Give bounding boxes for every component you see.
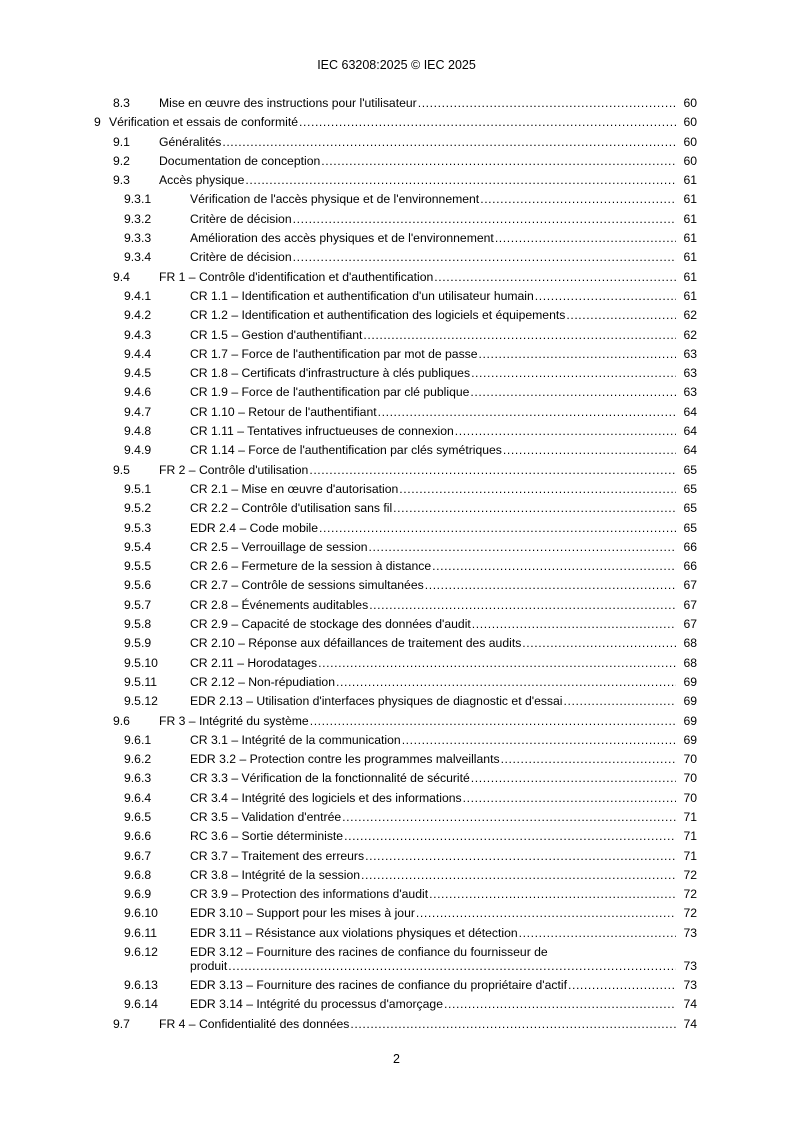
toc-entry-number: 9.6.10 — [124, 906, 158, 921]
dot-leader — [393, 499, 676, 518]
toc-entry-title: EDR 3.10 – Support pour les mises à jour — [190, 906, 415, 921]
toc-entry[interactable] — [0, 634, 793, 653]
toc-entry[interactable] — [0, 210, 793, 229]
dot-leader — [471, 364, 676, 383]
toc-entry-number: 9.6.2 — [124, 752, 152, 767]
toc-entry-title: Accès physique — [159, 173, 245, 188]
dot-leader — [519, 924, 676, 943]
toc-entry-page: 72 — [683, 887, 697, 902]
dot-leader — [418, 94, 676, 113]
toc-entry-title: CR 2.7 – Contrôle de sessions simultanées — [190, 578, 424, 593]
toc-entry-title: CR 2.6 – Fermeture de la session à distance — [190, 559, 432, 574]
toc-entry[interactable] — [0, 152, 793, 171]
toc-entry-title: CR 1.9 – Force de l'authentification par clé publique — [190, 385, 470, 400]
dot-leader — [480, 190, 676, 209]
toc-entry-page: 65 — [683, 501, 697, 516]
dot-leader — [472, 615, 676, 634]
toc-entry-number: 9.6.4 — [124, 790, 152, 805]
dot-leader — [245, 171, 676, 190]
toc-entry-number: 9.6.8 — [124, 867, 152, 882]
toc-entry-number: 9.5.1 — [124, 481, 152, 496]
toc-entry-title: EDR 3.2 – Protection contre les programmes malveillants — [190, 752, 500, 767]
toc-entry-page: 61 — [683, 269, 697, 284]
toc-entry-number: 9.6.14 — [124, 997, 158, 1012]
toc-entry-number: 9.4.5 — [124, 366, 152, 381]
toc-entry-number: 9.6.5 — [124, 809, 152, 824]
toc-entry-title: Documentation de conception — [159, 153, 321, 168]
toc-entry-title: CR 3.1 – Intégrité de la communication — [190, 732, 401, 747]
toc-entry-number: 9.5.12 — [124, 694, 158, 709]
toc-entry-page: 69 — [683, 694, 697, 709]
dot-leader — [501, 750, 676, 769]
dot-leader — [342, 808, 676, 827]
dot-leader — [399, 480, 676, 499]
toc-entry[interactable] — [0, 847, 793, 866]
toc-entry-title: CR 2.5 – Verrouillage de session — [190, 539, 368, 554]
toc-entry[interactable] — [0, 364, 793, 383]
toc-entry[interactable] — [0, 229, 793, 248]
toc-entry-page: 66 — [683, 539, 697, 554]
dot-leader — [535, 287, 676, 306]
toc-entry-page: 61 — [683, 211, 697, 226]
toc-entry-page: 64 — [683, 443, 697, 458]
toc-entry[interactable] — [0, 422, 793, 441]
toc-entry-title: FR 3 – Intégrité du système — [159, 713, 309, 728]
toc-entry-page: 71 — [683, 809, 697, 824]
toc-entry-number: 9 — [94, 115, 101, 130]
dot-leader — [522, 634, 676, 653]
dot-leader — [222, 133, 676, 152]
toc-entry-title: CR 3.4 – Intégrité des logiciels et des informations — [190, 790, 462, 805]
toc-entry-number: 8.3 — [113, 96, 130, 110]
dot-leader — [495, 229, 676, 248]
toc-entry-title: FR 4 – Confidentialité des données — [159, 1016, 350, 1031]
dot-leader — [369, 538, 677, 557]
toc-entry-page: 68 — [683, 636, 697, 651]
dot-leader — [336, 673, 676, 692]
page-number: 2 — [393, 1052, 400, 1066]
dot-leader — [416, 904, 676, 923]
toc-entry[interactable] — [0, 654, 793, 673]
dot-leader — [293, 210, 676, 229]
toc-entry-page: 67 — [683, 578, 697, 593]
toc-entry-title: Critère de décision — [190, 211, 292, 226]
toc-entry-page: 61 — [683, 192, 697, 207]
dot-leader — [363, 326, 676, 345]
toc-entry[interactable] — [0, 995, 793, 1014]
toc-entry[interactable] — [0, 885, 793, 904]
toc-entry-page: 63 — [683, 385, 697, 400]
toc-entry-page: 60 — [683, 134, 697, 149]
toc-entry-number: 9.6.11 — [124, 925, 157, 940]
toc-entry-number: 9.5.5 — [124, 559, 152, 574]
toc-entry[interactable] — [0, 808, 793, 827]
toc-entry[interactable] — [0, 268, 793, 287]
toc-entry-page: 61 — [683, 288, 697, 303]
toc-entry-page: 67 — [683, 617, 697, 632]
toc-entry-page: 69 — [683, 713, 697, 728]
toc-entry-number: 9.5.4 — [124, 539, 152, 554]
dot-leader — [365, 847, 676, 866]
toc-entry-number: 9.6.13 — [124, 978, 158, 993]
toc-entry-title: Vérification et essais de conformité — [109, 115, 298, 130]
toc-entry-page: 74 — [683, 997, 697, 1012]
toc-entry-title: CR 3.3 – Vérification de la fonctionnalité de sécurité — [190, 771, 470, 786]
toc-entry-title: EDR 3.11 – Résistance aux violations physiques et détection — [190, 925, 518, 940]
toc-entry-page: 72 — [683, 906, 697, 921]
toc-entry-page: 65 — [683, 462, 697, 477]
toc-entry-page: 70 — [683, 752, 697, 767]
toc-entry[interactable] — [0, 827, 793, 846]
toc-entry-page: 61 — [683, 173, 697, 188]
toc-entry[interactable] — [0, 615, 793, 634]
dot-leader — [228, 957, 676, 976]
toc-entry-page: 62 — [683, 327, 697, 342]
toc-entry-number: 9.3 — [113, 173, 130, 188]
toc-entry[interactable] — [0, 750, 793, 769]
toc-entry-number: 9.5.2 — [124, 501, 152, 516]
dot-leader — [310, 712, 676, 731]
toc-entry-number: 9.4.8 — [124, 424, 152, 439]
dot-leader — [568, 976, 676, 995]
toc-entry-title: Généralités — [159, 134, 222, 149]
toc-entry-title: CR 1.7 – Force de l'authentification par mot de passe — [190, 346, 478, 361]
toc-entry-number: 9.6.7 — [124, 848, 152, 863]
toc-entry-number: 9.5.10 — [124, 655, 158, 670]
toc-entry[interactable] — [0, 789, 793, 808]
toc-entry-page: 68 — [683, 655, 697, 670]
toc-entry[interactable] — [0, 345, 793, 364]
toc-entry[interactable] — [0, 924, 793, 943]
toc-entry-title: CR 1.1 – Identification et authentification d'un utilisateur humain — [190, 288, 534, 303]
toc-entry-title: CR 1.11 – Tentatives infructueuses de connexion — [190, 424, 454, 439]
toc-entry-number: 9.4.2 — [124, 308, 152, 323]
toc-entry[interactable] — [0, 576, 793, 595]
dot-leader — [309, 461, 676, 480]
toc-entry-page: 69 — [683, 674, 697, 689]
toc-entry-page: 67 — [683, 597, 697, 612]
toc-entry-number: 9.4.9 — [124, 443, 152, 458]
dot-leader — [321, 152, 676, 171]
toc-entry[interactable] — [0, 538, 793, 557]
toc-entry-title: FR 2 – Contrôle d'utilisation — [159, 462, 309, 477]
toc-entry-number: 9.3.3 — [124, 231, 152, 246]
dot-leader — [470, 383, 676, 402]
toc-entry-page: 60 — [683, 115, 697, 130]
toc-entry-number: 9.2 — [113, 153, 130, 168]
toc-entry-title: EDR 2.13 – Utilisation d'interfaces physiques de diagnostic et d'essai — [190, 694, 563, 709]
dot-leader — [479, 345, 676, 364]
toc-entry-title: CR 2.8 – Événements auditables — [190, 597, 369, 612]
toc-entry-number: 9.5.9 — [124, 636, 152, 651]
toc-entry-number: 9.3.2 — [124, 211, 152, 226]
toc-entry[interactable] — [0, 499, 793, 518]
toc-entry-title: Amélioration des accès physiques et de l'environnement — [190, 231, 494, 246]
dot-leader — [402, 731, 676, 750]
toc-entry-number: 9.4.4 — [124, 346, 152, 361]
dot-leader — [434, 268, 676, 287]
dot-leader — [471, 769, 676, 788]
toc-entry-number: 9.1 — [113, 134, 130, 149]
toc-entry-page: 71 — [683, 848, 697, 863]
toc-entry-page: 71 — [683, 829, 697, 844]
toc-entry-page: 65 — [683, 481, 697, 496]
toc-entry-number: 9.5.7 — [124, 597, 152, 612]
dot-leader — [299, 113, 676, 132]
toc-entry-title: EDR 2.4 – Code mobile — [190, 520, 319, 535]
dot-leader — [318, 654, 676, 673]
toc-entry-title: RC 3.6 – Sortie déterministe — [190, 829, 344, 844]
toc-entry-number: 9.4.3 — [124, 327, 152, 342]
toc-entry-page: 63 — [683, 346, 697, 361]
toc-entry[interactable] — [0, 866, 793, 885]
toc-entry[interactable] — [0, 248, 793, 267]
toc-entry[interactable] — [0, 113, 793, 132]
dot-leader — [344, 827, 676, 846]
toc-entry[interactable] — [0, 94, 793, 113]
toc-entry-number: 9.4.1 — [124, 288, 152, 303]
toc-entry-number: 9.3.1 — [124, 192, 152, 207]
toc-entry-page: 70 — [683, 771, 697, 786]
toc-entry-number: 9.6.6 — [124, 829, 152, 844]
toc-entry-page: 74 — [683, 1016, 697, 1031]
toc-entry-title: CR 3.5 – Validation d'entrée — [190, 809, 342, 824]
toc-entry-title-continuation: produit — [190, 959, 228, 974]
toc-entry-page: 61 — [683, 231, 697, 246]
toc-entry[interactable] — [0, 306, 793, 325]
page-header: IEC 63208:2025 © IEC 2025 — [317, 58, 476, 72]
toc-entry-number: 9.4.7 — [124, 404, 152, 419]
toc-entry-page: 60 — [683, 153, 697, 168]
toc-entry[interactable] — [0, 712, 793, 731]
toc-entry[interactable] — [0, 976, 793, 995]
toc-entry-number: 9.5 — [113, 462, 130, 477]
dot-leader — [425, 576, 676, 595]
toc-entry-title: CR 1.8 – Certificats d'infrastructure à clés publiques — [190, 366, 471, 381]
dot-leader — [378, 403, 676, 422]
toc-entry-title: CR 3.9 – Protection des informations d'audit — [190, 887, 429, 902]
toc-entry-page: 73 — [683, 925, 697, 940]
toc-entry-page: 64 — [683, 404, 697, 419]
toc-entry[interactable] — [0, 326, 793, 345]
toc-entry-number: 9.6.12 — [124, 945, 158, 960]
toc-entry-number: 9.4 — [113, 269, 130, 284]
toc-entry-number: 9.4.6 — [124, 385, 152, 400]
toc-entry-page: 73 — [683, 959, 697, 974]
toc-entry-page: 70 — [683, 790, 697, 805]
toc-entry-page: 72 — [683, 867, 697, 882]
toc-entry-number: 9.5.3 — [124, 520, 152, 535]
toc-entry[interactable] — [0, 383, 793, 402]
toc-entry[interactable] — [0, 133, 793, 152]
toc-entry-page: 66 — [683, 559, 697, 574]
toc-entry-number: 9.5.6 — [124, 578, 152, 593]
toc-entry-title: CR 2.10 – Réponse aux défaillances de traitement des audits — [190, 636, 522, 651]
toc-entry[interactable] — [0, 673, 793, 692]
toc-entry[interactable] — [0, 190, 793, 209]
toc-entry[interactable] — [0, 731, 793, 750]
toc-entry[interactable] — [0, 287, 793, 306]
toc-entry-title: EDR 3.13 – Fourniture des racines de confiance du propriétaire d'actif — [190, 978, 567, 993]
toc-entry[interactable] — [0, 692, 793, 711]
toc-entry-title: FR 1 – Contrôle d'identification et d'authentification — [159, 269, 434, 284]
toc-entry-page: 61 — [683, 250, 697, 265]
toc-entry-page: 63 — [683, 366, 697, 381]
dot-leader — [455, 422, 676, 441]
toc-entry-page: 62 — [683, 308, 697, 323]
toc-entry[interactable] — [0, 480, 793, 499]
toc-entry-title: EDR 3.12 – Fourniture des racines de confiance du fournisseur de — [190, 945, 548, 960]
toc-entry-title: CR 3.8 – Intégrité de la session — [190, 867, 361, 882]
toc-entry-title: CR 2.2 – Contrôle d'utilisation sans fil — [190, 501, 393, 516]
toc-entry-number: 9.6 — [113, 713, 130, 728]
toc-entry-title: CR 2.12 – Non-répudiation — [190, 674, 335, 689]
dot-leader — [361, 866, 676, 885]
toc-entry-number: 9.3.4 — [124, 250, 152, 265]
toc-entry[interactable] — [0, 441, 793, 460]
toc-entry-title: CR 3.7 – Traitement des erreurs — [190, 848, 365, 863]
toc-entry[interactable] — [0, 943, 793, 976]
toc-entry[interactable] — [0, 171, 793, 190]
toc-entry-title: Mise en œuvre des instructions pour l'utilisateur — [159, 96, 417, 110]
dot-leader — [444, 995, 676, 1014]
dot-leader — [432, 557, 676, 576]
dot-leader — [293, 248, 676, 267]
toc-entry-number: 9.6.3 — [124, 771, 152, 786]
toc-entry-title: CR 2.9 – Capacité de stockage des données d'audit — [190, 617, 471, 632]
toc-entry[interactable] — [0, 1015, 793, 1034]
dot-leader — [566, 306, 676, 325]
dot-leader — [564, 692, 676, 711]
toc-entry-page: 64 — [683, 424, 697, 439]
toc-entry[interactable] — [0, 596, 793, 615]
toc-entry[interactable] — [0, 904, 793, 923]
toc-entry-title: Critère de décision — [190, 250, 292, 265]
toc-entry-page: 69 — [683, 732, 697, 747]
dot-leader — [503, 441, 676, 460]
toc-entry-number: 9.6.9 — [124, 887, 152, 902]
toc-entry[interactable] — [0, 403, 793, 422]
toc-entry-page: 73 — [683, 978, 697, 993]
toc-entry-page: 60 — [683, 96, 697, 110]
toc-entry-title: CR 1.5 – Gestion d'authentifiant — [190, 327, 363, 342]
toc-entry-title: Vérification de l'accès physique et de l'environnement — [190, 192, 480, 207]
dot-leader — [350, 1015, 676, 1034]
toc-entry-number: 9.6.1 — [124, 732, 152, 747]
toc-entry-title: CR 1.10 – Retour de l'authentifiant — [190, 404, 377, 419]
toc-entry-number: 9.7 — [113, 1016, 130, 1031]
toc-entry-number: 9.5.11 — [124, 674, 157, 689]
toc-entry[interactable] — [0, 461, 793, 480]
toc-entry-number: 9.5.8 — [124, 617, 152, 632]
toc-entry-title: CR 2.1 – Mise en œuvre d'autorisation — [190, 481, 399, 496]
dot-leader — [369, 596, 676, 615]
dot-leader — [463, 789, 676, 808]
table-of-contents — [0, 94, 793, 1034]
toc-entry-title: EDR 3.14 – Intégrité du processus d'amorçage — [190, 997, 443, 1012]
toc-entry-page: 65 — [683, 520, 697, 535]
dot-leader — [319, 519, 676, 538]
toc-entry-title: CR 2.11 – Horodatages — [190, 655, 318, 670]
toc-entry[interactable] — [0, 769, 793, 788]
toc-entry[interactable] — [0, 557, 793, 576]
toc-entry-title: CR 1.14 – Force de l'authentification par clés symétriques — [190, 443, 502, 458]
dot-leader — [429, 885, 676, 904]
toc-entry[interactable] — [0, 519, 793, 538]
toc-entry-title: CR 1.2 – Identification et authentification des logiciels et équipements — [190, 308, 566, 323]
